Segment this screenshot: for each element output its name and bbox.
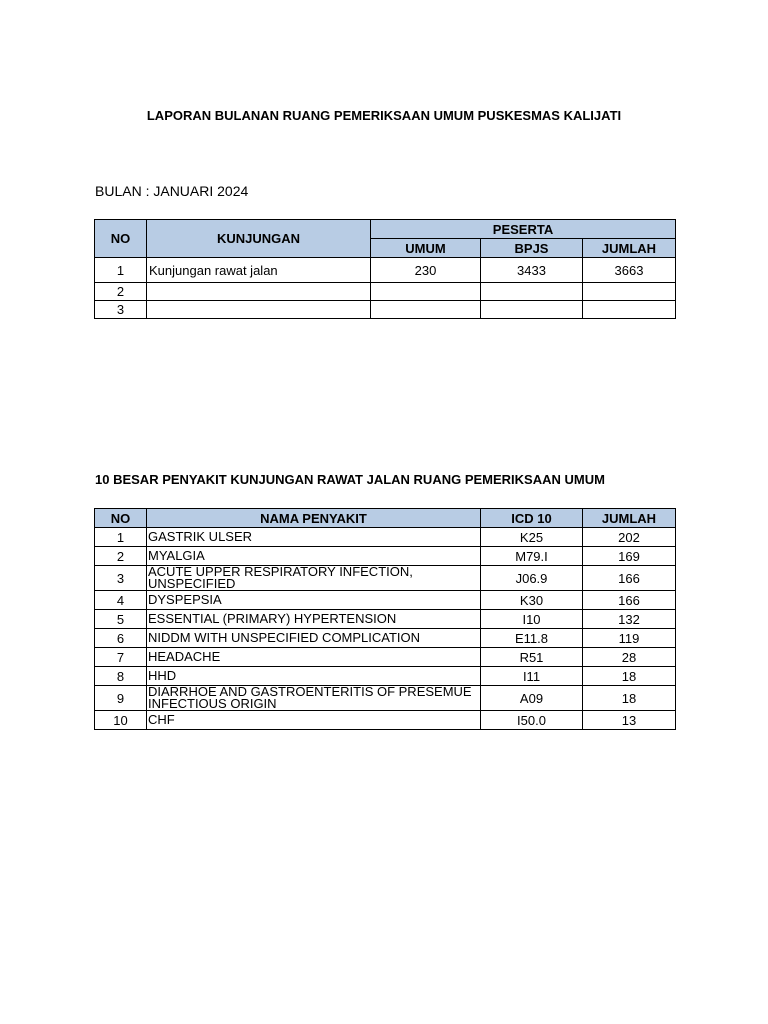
cell-bpjs: 3433 — [481, 258, 583, 283]
cell-no: 4 — [95, 591, 147, 610]
cell-jumlah: 3663 — [583, 258, 676, 283]
cell-nama: ACUTE UPPER RESPIRATORY INFECTION, UNSPECIFIED — [147, 566, 481, 591]
table-row — [95, 667, 676, 686]
header-bpjs: BPJS — [481, 239, 583, 258]
table-row — [95, 283, 676, 301]
top-diseases-table — [94, 508, 676, 730]
cell-nama: ESSENTIAL (PRIMARY) HYPERTENSION — [147, 610, 481, 629]
cell-icd: I10 — [481, 610, 583, 629]
table-row — [95, 686, 676, 711]
header-umum: UMUM — [371, 239, 481, 258]
cell-icd: R51 — [481, 648, 583, 667]
table-row — [95, 591, 676, 610]
header-icd: ICD 10 — [481, 509, 583, 528]
table-row — [95, 610, 676, 629]
cell-nama: DIARRHOE AND GASTROENTERITIS OF PRESEMUE INFECTIOUS ORIGIN — [147, 686, 481, 711]
cell-no: 7 — [95, 648, 147, 667]
cell-jumlah: 166 — [583, 566, 676, 591]
cell-nama: DYSPEPSIA — [147, 591, 481, 610]
cell-no: 1 — [95, 258, 147, 283]
header-nama-penyakit: NAMA PENYAKIT — [147, 509, 481, 528]
cell-no: 5 — [95, 610, 147, 629]
header-jumlah: JUMLAH — [583, 509, 676, 528]
cell-no: 1 — [95, 528, 147, 547]
header-kunjungan: KUNJUNGAN — [147, 220, 371, 258]
cell-no: 3 — [95, 301, 147, 319]
cell-icd: E11.8 — [481, 629, 583, 648]
table-row — [95, 301, 676, 319]
cell-kunjungan: Kunjungan rawat jalan — [147, 258, 371, 283]
header-peserta: PESERTA — [371, 220, 676, 239]
cell-jumlah: 13 — [583, 711, 676, 730]
header-no: NO — [95, 509, 147, 528]
cell-no: 6 — [95, 629, 147, 648]
cell-no: 8 — [95, 667, 147, 686]
cell-icd: K30 — [481, 591, 583, 610]
cell-umum — [371, 283, 481, 301]
cell-nama: NIDDM WITH UNSPECIFIED COMPLICATION — [147, 629, 481, 648]
cell-umum — [371, 301, 481, 319]
report-title: LAPORAN BULANAN RUANG PEMERIKSAAN UMUM PUSKESMAS KALIJATI — [146, 108, 622, 123]
table-row — [95, 547, 676, 566]
cell-jumlah: 18 — [583, 667, 676, 686]
cell-jumlah: 166 — [583, 591, 676, 610]
visits-table — [94, 219, 676, 319]
cell-kunjungan — [147, 283, 371, 301]
cell-jumlah: 119 — [583, 629, 676, 648]
cell-no: 9 — [95, 686, 147, 711]
section-title: 10 BESAR PENYAKIT KUNJUNGAN RAWAT JALAN RUANG PEMERIKSAAN UMUM — [95, 472, 605, 487]
table-row — [95, 566, 676, 591]
cell-no: 10 — [95, 711, 147, 730]
cell-nama: HEADACHE — [147, 648, 481, 667]
table-row — [95, 528, 676, 547]
cell-nama: MYALGIA — [147, 547, 481, 566]
cell-icd: A09 — [481, 686, 583, 711]
cell-nama: GASTRIK ULSER — [147, 528, 481, 547]
cell-nama: CHF — [147, 711, 481, 730]
cell-nama: HHD — [147, 667, 481, 686]
cell-jumlah: 169 — [583, 547, 676, 566]
table-row — [95, 629, 676, 648]
table-row — [95, 648, 676, 667]
cell-icd: M79.I — [481, 547, 583, 566]
cell-jumlah: 18 — [583, 686, 676, 711]
cell-no: 3 — [95, 566, 147, 591]
cell-bpjs — [481, 283, 583, 301]
header-no: NO — [95, 220, 147, 258]
cell-jumlah: 28 — [583, 648, 676, 667]
cell-kunjungan — [147, 301, 371, 319]
cell-icd: I50.0 — [481, 711, 583, 730]
header-jumlah: JUMLAH — [583, 239, 676, 258]
month-label: BULAN : JANUARI 2024 — [95, 183, 249, 199]
cell-umum: 230 — [371, 258, 481, 283]
cell-bpjs — [481, 301, 583, 319]
cell-jumlah: 132 — [583, 610, 676, 629]
cell-icd: K25 — [481, 528, 583, 547]
table-row — [95, 711, 676, 730]
cell-jumlah: 202 — [583, 528, 676, 547]
cell-jumlah — [583, 283, 676, 301]
cell-no: 2 — [95, 283, 147, 301]
table-row — [95, 258, 676, 283]
cell-no: 2 — [95, 547, 147, 566]
cell-icd: I11 — [481, 667, 583, 686]
cell-icd: J06.9 — [481, 566, 583, 591]
cell-jumlah — [583, 301, 676, 319]
